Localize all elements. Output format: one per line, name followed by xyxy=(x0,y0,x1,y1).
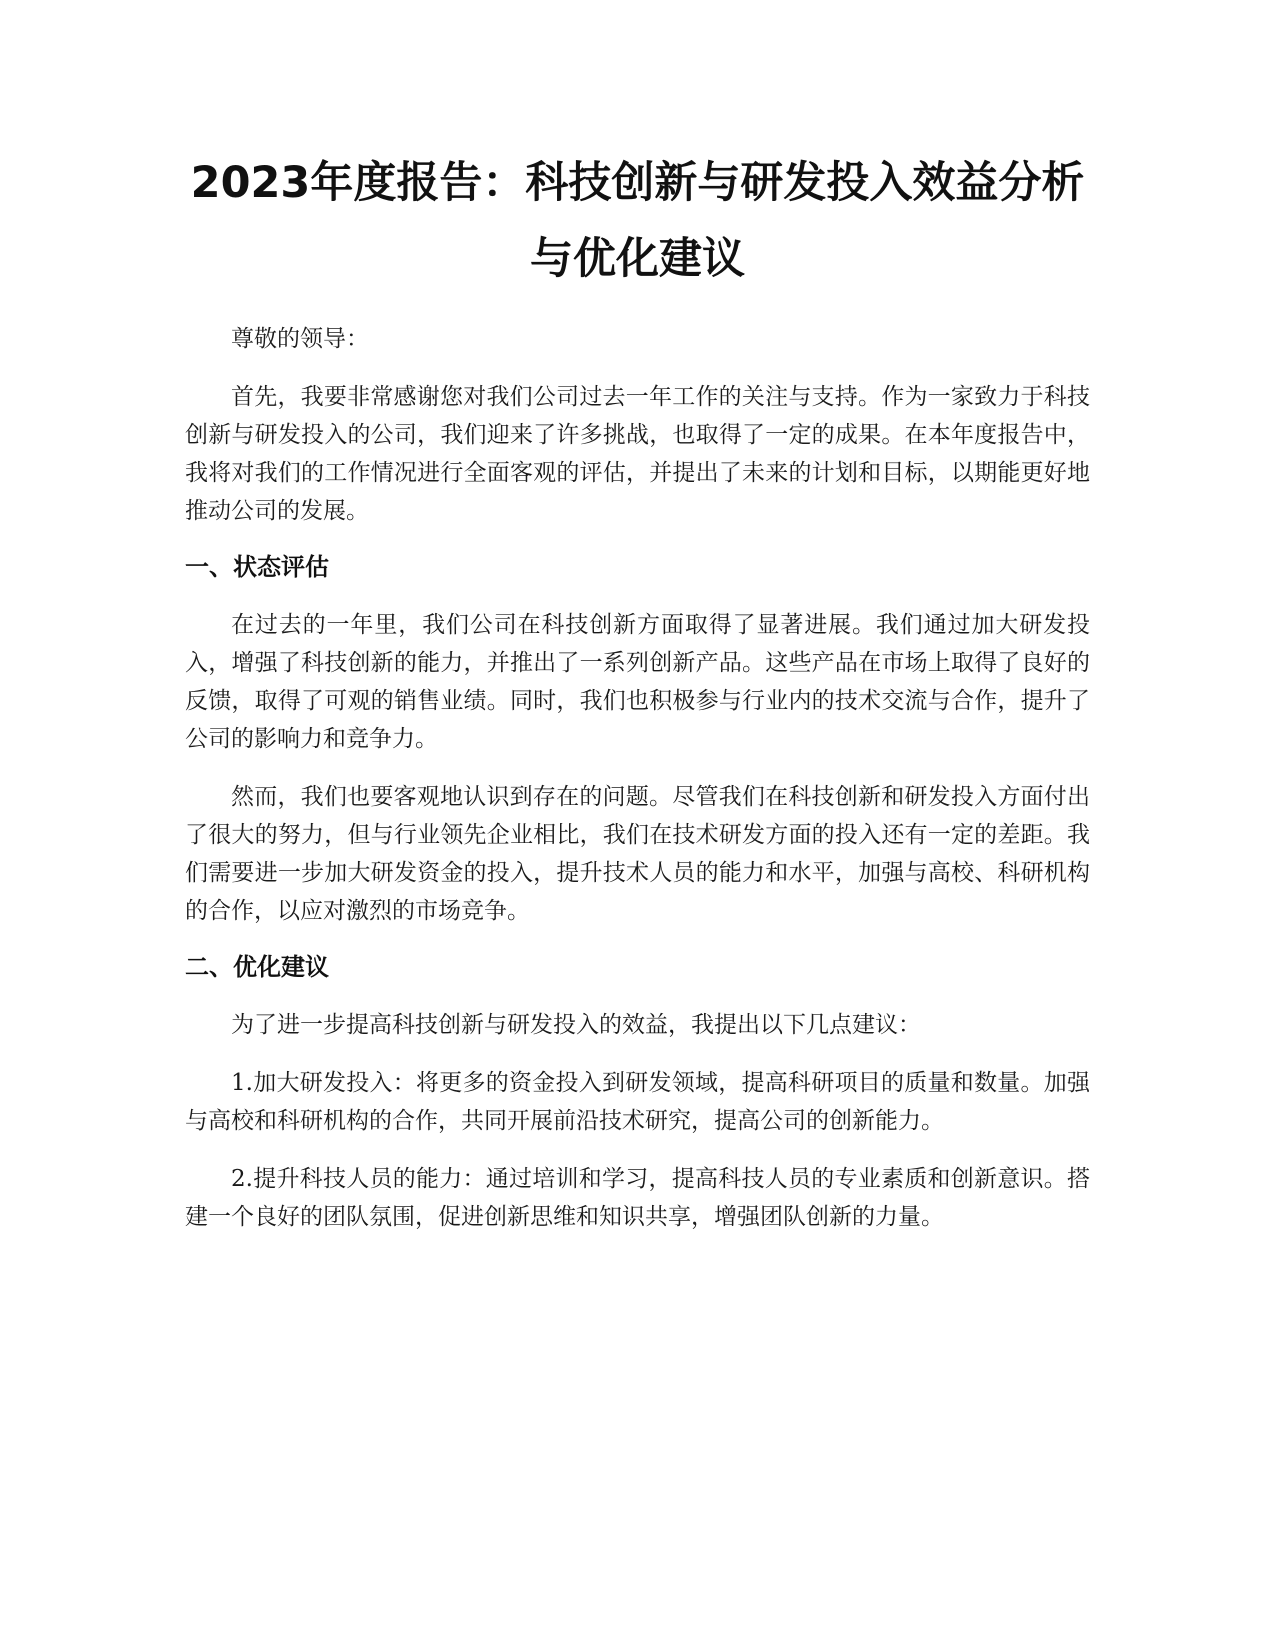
intro-paragraph: 首先，我要非常感谢您对我们公司过去一年工作的关注与支持。作为一家致力于科技创新与研发投入的公司，我们迎来了许多挑战，也取得了一定的成果。在本年度报告中，我将对我们的工作情况进行全面客观的评估，并提出了未来的计划和目标，以期能更好地推动公司的发展。 xyxy=(185,384,1090,524)
section-heading-suggestions: 二、优化建议 xyxy=(185,953,329,981)
section-heading-status: 一、状态评估 xyxy=(185,553,329,581)
suggestion-item-1: 1.加大研发投入：将更多的资金投入到研发领域，提高科研项目的质量和数量。加强与高校和科研机构的合作，共同开展前沿技术研究，提高公司的创新能力。 xyxy=(185,1070,1090,1134)
status-paragraph-2: 然而，我们也要客观地认识到存在的问题。尽管我们在科技创新和研发投入方面付出了很大的努力，但与行业领先企业相比，我们在技术研发方面的投入还有一定的差距。我们需要进一步加大研发资金的投入，提升技术人员的能力和水平，加强与高校、科研机构的合作，以应对激烈的市场竞争。 xyxy=(185,784,1090,924)
status-paragraph-1: 在过去的一年里，我们公司在科技创新方面取得了显著进展。我们通过加大研发投入，增强了科技创新的能力，并推出了一系列创新产品。这些产品在市场上取得了良好的反馈，取得了可观的销售业绩。同时，我们也积极参与行业内的技术交流与合作，提升了公司的影响力和竞争力。 xyxy=(185,612,1090,752)
suggestion-item-2: 2.提升科技人员的能力：通过培训和学习，提高科技人员的专业素质和创新意识。搭建一个良好的团队氛围，促进创新思维和知识共享，增强团队创新的力量。 xyxy=(185,1166,1090,1230)
salutation: 尊敬的领导： xyxy=(231,326,369,352)
document-title: 2023年度报告：科技创新与研发投入效益分析与优化建议 xyxy=(190,158,1085,284)
document-body xyxy=(185,320,1090,1256)
suggestions-intro-paragraph: 为了进一步提高科技创新与研发投入的效益，我提出以下几点建议： xyxy=(231,1012,921,1038)
